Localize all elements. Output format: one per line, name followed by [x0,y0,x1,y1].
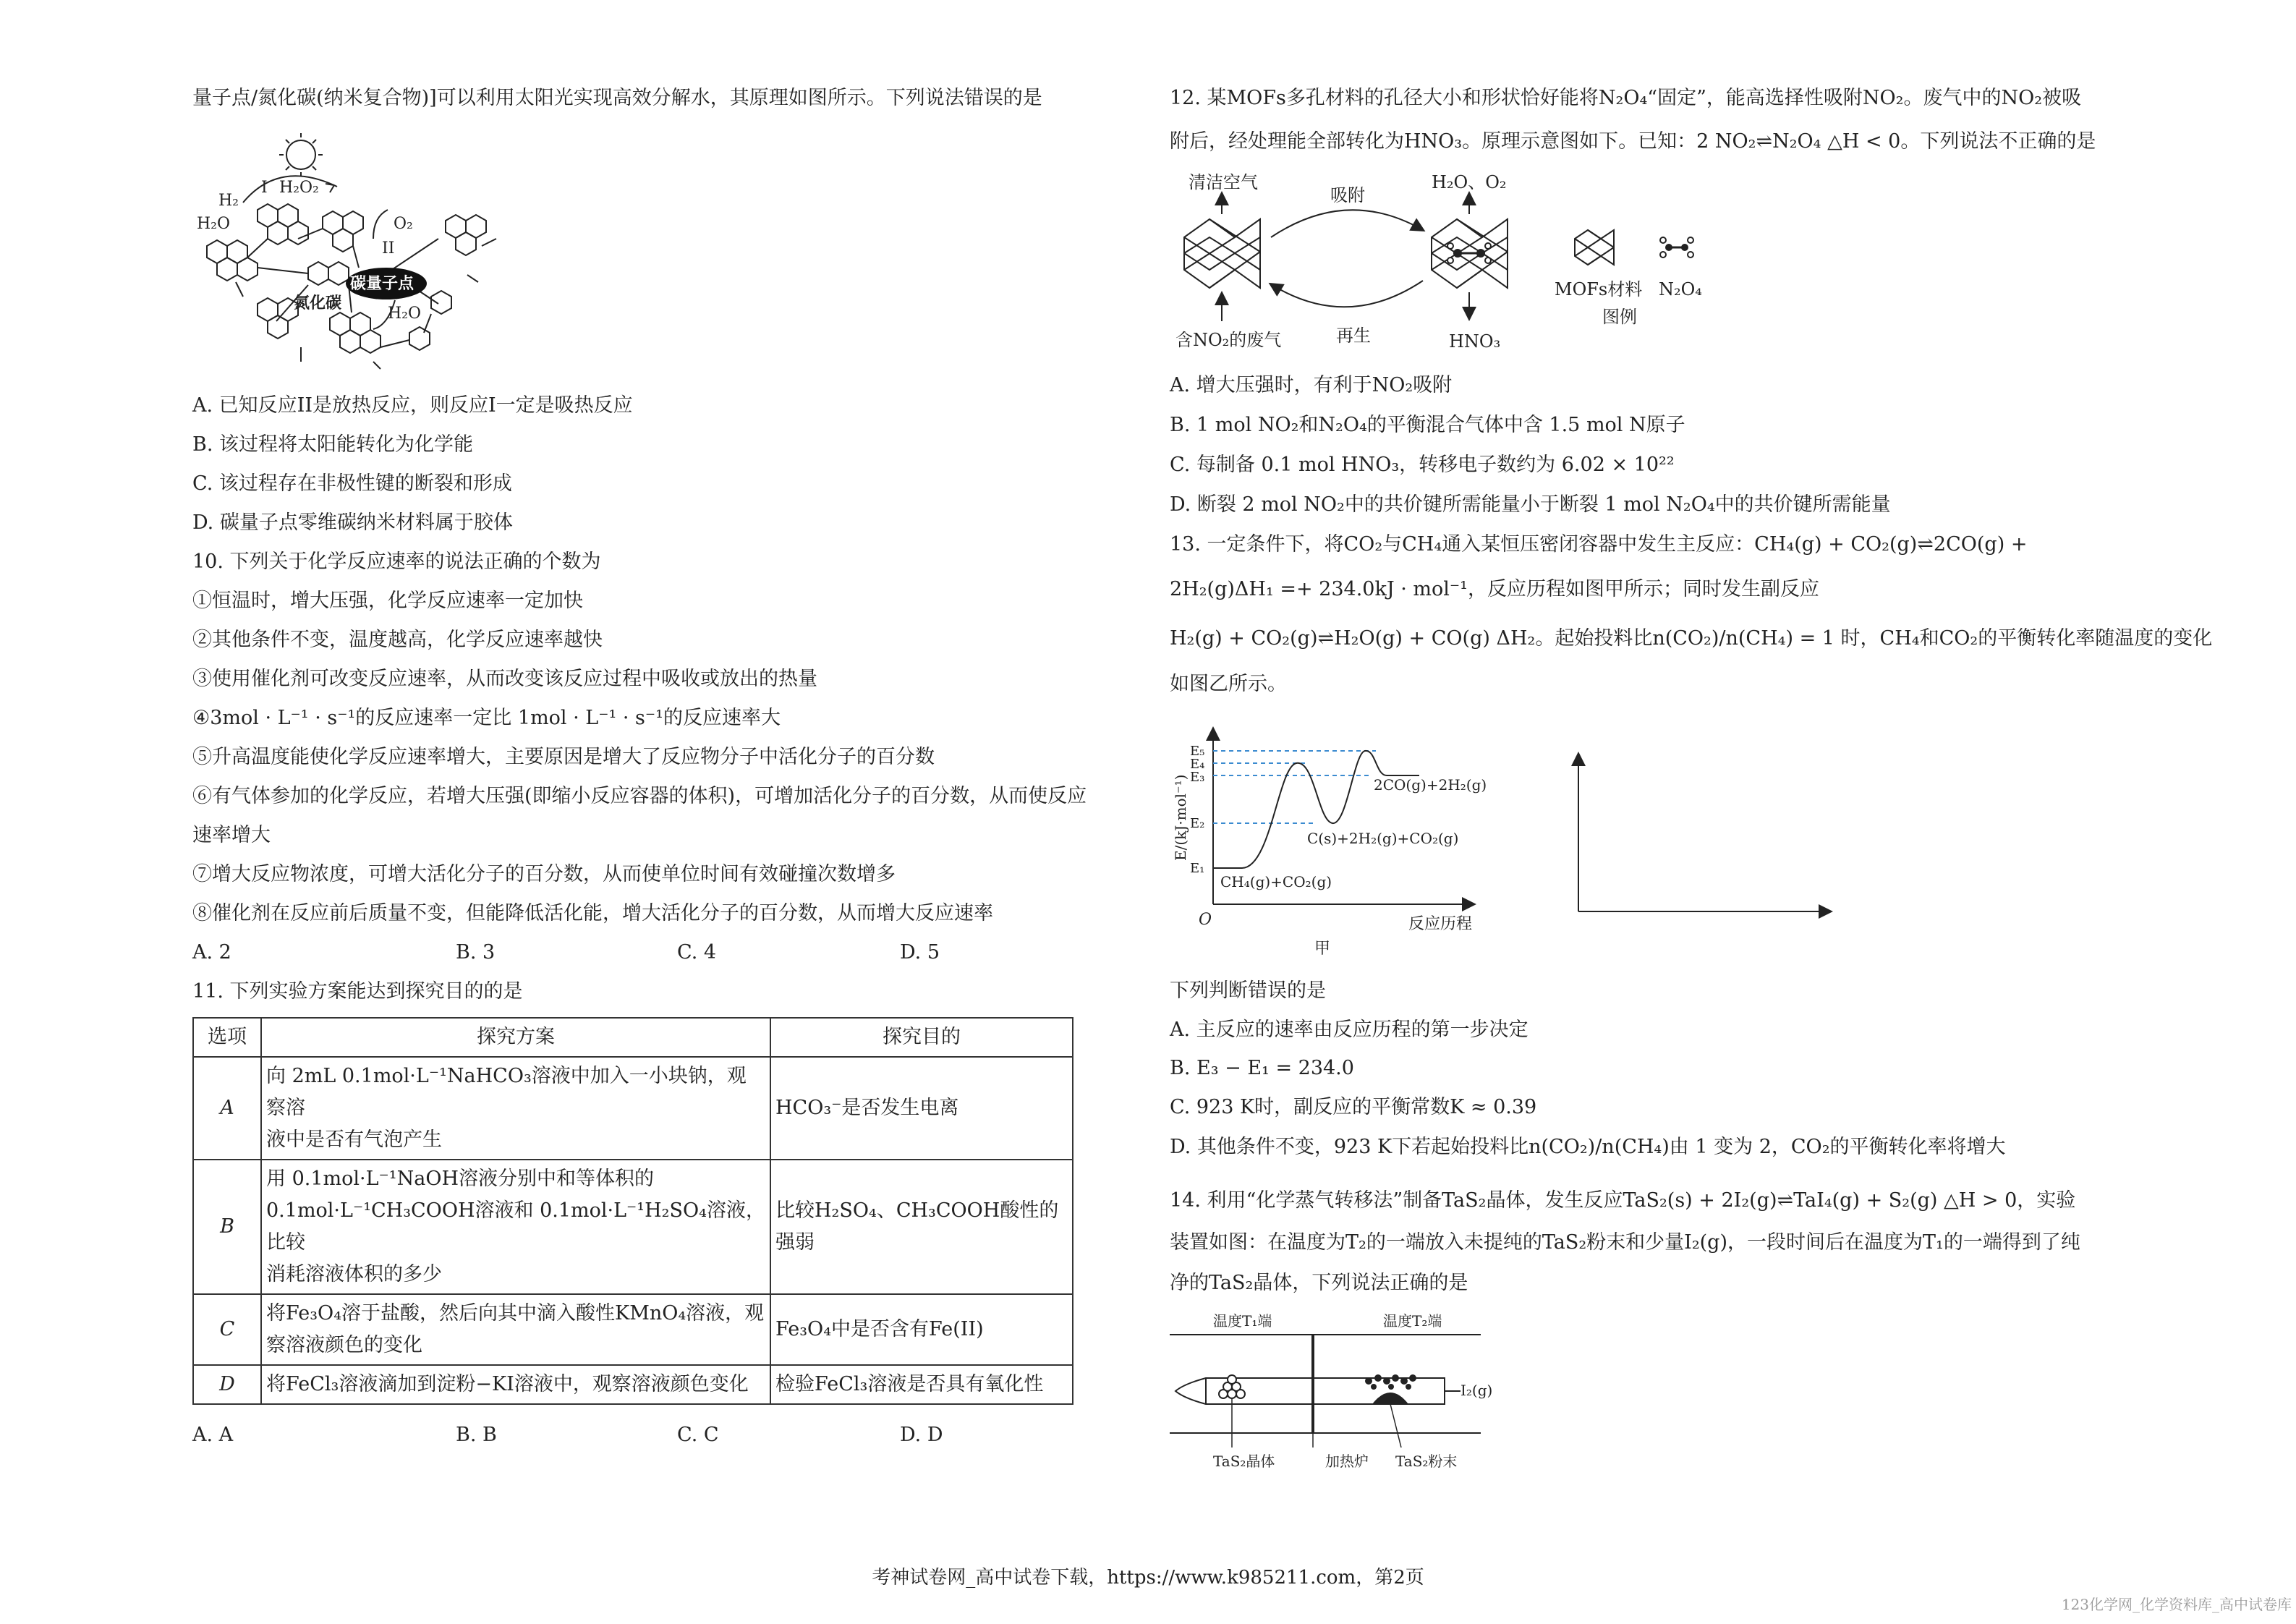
row-option: D [193,1365,261,1404]
q13-line-2: 2H₂(g)ΔH₁ =+ 234.0kJ · mol⁻¹，反应历程如图甲所示；同时发生副反应 [1170,578,1819,600]
table-row [193,1365,1073,1404]
plan-line: 0.1mol·L⁻¹CH₃COOH溶液和 0.1mol·L⁻¹H₂SO₄溶液，比较 [266,1199,765,1254]
q13-line-1: 13. 一定条件下，将CO₂与CH₄通入某恒压密闭容器中发生主反应：CH₄(g) + CO₂(g)⇌2CO(g) + [1170,533,2028,556]
legend-mofs-icon [1575,230,1614,265]
jia-x-label: 反应历程 [1408,915,1473,933]
q10-option-d: D. 5 [900,941,940,964]
q10-item-3: ③使用催化剂可改变反应速率，从而改变该反应过程中吸收或放出的热量 [192,668,817,690]
q10-option-c: C. 4 [677,941,717,964]
chart-yi [1526,749,1859,966]
q14-apparatus-figure [1170,1306,1493,1479]
label-hno3: HNO₃ [1449,331,1501,352]
header-plan: 探究方案 [261,1018,770,1057]
q10-item-2: ②其他条件不变，温度越高，化学反应速率越快 [192,629,603,651]
q10-stem: 10. 下列关于化学反应速率的说法正确的个数为 [192,550,601,573]
page-footer: 考神试卷网_高中试卷下载，https://www.k985211.com，第2页 [872,1567,1424,1589]
q11-option-b: B. B [456,1424,497,1446]
q9-option-d: D. 碳量子点零维碳纳米材料属于胶体 [192,511,513,534]
label-h2o-left: H₂O [197,215,231,233]
mofs-left-icon [1184,219,1260,288]
label-h2o2: H₂O₂ [279,179,319,197]
q12-option-a: A. 增大压强时，有利于NO₂吸附 [1170,374,1453,396]
q12-option-b: B. 1 mol NO₂和N₂O₄的平衡混合气体中含 1.5 mol N原子 [1170,414,1685,436]
q9-option-a: A. 已知反应II是放热反应，则反应I一定是吸热反应 [192,394,633,417]
label-h2o-right: H₂O [388,305,422,323]
q10-item-6-cont: 速率增大 [192,824,271,846]
table-row [193,1294,1073,1365]
label-regen: 再生 [1336,326,1371,346]
label-o2: O₂ [394,215,413,233]
legend-n2o4-icon [1660,237,1693,258]
jia-dashed-levels [1213,751,1376,868]
q10-option-b: B. 3 [456,941,496,964]
label-h2: H₂ [218,192,239,210]
label-carbon-nitride: 氮化碳 [294,294,342,313]
q12-option-c: C. 每制备 0.1 mol HNO₃，转移电子数约为 6.02 × 10²² [1170,454,1675,476]
q10-item-4: ④3mol · L⁻¹ · s⁻¹的反应速率一定比 1mol · L⁻¹ · s⁻¹的反应速率大 [192,707,781,729]
jia-y-label: E/(kJ·mol⁻¹) [1172,774,1189,861]
sun-icon [279,133,323,177]
q12-line-2: 附后，经处理能全部转化为HNO₃。原理示意图如下。已知：2 NO₂⇌N₂O₄ △H < 0。下列说法不正确的是 [1170,130,2096,153]
jia-species-products: 2CO(g)+2H₂(g) [1374,776,1487,794]
label-adsorb: 吸附 [1330,185,1365,205]
jia-level-e4: E₄ [1190,757,1205,772]
q14-line-2: 装置如图：在温度为T₂的一端放入未提纯的TaS₂粉末和少量I₂(g)，一段时间后在温度为T₁的一端得到了纯 [1170,1231,2080,1254]
q11-table [192,1017,1073,1405]
q10-option-a: A. 2 [192,941,231,964]
q11-option-d: D. D [900,1424,943,1446]
row-goal: HCO₃⁻是否发生电离 [770,1057,1073,1160]
plan-line: 用 0.1mol·L⁻¹NaOH溶液分别中和等体积的 [266,1168,655,1190]
jia-energy-curve [1213,751,1419,868]
row-plan [261,1160,770,1294]
label-powder: TaS₂粉末 [1395,1453,1458,1470]
row-option: B [193,1160,261,1294]
q12-figure [1170,165,1748,367]
q9-intro: 量子点/氮化碳(纳米复合物)]可以利用太阳光实现高效分解水，其原理如图所示。下列说法错误的是 [192,87,1042,109]
row-option: C [193,1294,261,1365]
q13-line-3: H₂(g) + CO₂(g)⇌H₂O(g) + CO(g) ΔH₂。起始投料比n(CO₂)/n(CH₄) = 1 时，CH₄和CO₂的平衡转化率随温度的变化 [1170,627,2213,650]
q11-stem: 11. 下列实验方案能达到探究目的的是 [192,980,523,1003]
q12-line-1: 12. 某MOFs多孔材料的孔径大小和形状恰好能将N₂O₄“固定”，能高选择性吸附NO₂。废气中的NO₂被吸 [1170,87,2082,109]
q13-line-4: 如图乙所示。 [1170,673,1287,695]
q14-line-3: 净的TaS₂晶体，下列说法正确的是 [1170,1272,1468,1294]
row-plan [261,1294,770,1365]
jia-species-intermediate: C(s)+2H₂(g)+CO₂(g) [1307,830,1459,847]
q13-option-c: C. 923 K时，副反应的平衡常数K ≈ 0.39 [1170,1096,1537,1118]
q10-item-6: ⑥有气体参加的化学反应，若增大压强(即缩小反应容器的体积)，可增加活化分子的百分数，从而使反应 [192,785,1087,807]
jia-caption: 甲 [1314,940,1331,958]
header-option: 选项 [193,1018,261,1057]
label-h2o-o2: H₂O、O₂ [1432,172,1507,192]
label-i2: I₂(g) [1460,1382,1493,1399]
table-row [193,1057,1073,1160]
jia-level-e2: E₂ [1190,816,1205,831]
plan-line: 向 2mL 0.1mol·L⁻¹NaHCO₃溶液中加入一小块钠，观察溶 [266,1065,747,1119]
row-goal: 检验FeCl₃溶液是否具有氧化性 [770,1365,1073,1404]
chart-jia [1170,723,1502,962]
q13-option-a: A. 主反应的速率由反应历程的第一步决定 [1170,1019,1528,1041]
legend-mofs-label: MOFs材料 [1555,279,1643,299]
watermark-text: 123化学网_化学资料库_高中试卷库 [2061,1596,2292,1613]
q10-item-8: ⑧催化剂在反应前后质量不变，但能降低活化能，增大活化分子的百分数，从而增大反应速率 [192,902,993,924]
q9-option-b: B. 该过程将太阳能转化为化学能 [192,433,474,456]
table-row [193,1160,1073,1294]
q9-figure [192,130,503,369]
table-header-row [193,1018,1073,1057]
jia-origin: O [1199,911,1212,929]
jia-level-e1: E₁ [1190,861,1205,876]
q11-option-c: C. C [677,1424,719,1446]
plan-line: 将FeCl₃溶液滴加到淀粉−KI溶液中，观察溶液颜色变化 [266,1373,749,1395]
row-goal: Fe₃O₄中是否含有Fe(II) [770,1294,1073,1365]
plan-line: 消耗溶液体积的多少 [266,1263,442,1285]
label-t2-end: 温度T₂端 [1383,1312,1442,1330]
label-carbon-dot: 碳量子点 [350,274,414,293]
legend-n2o4-label: N₂O₄ [1659,279,1702,299]
row-plan [261,1057,770,1160]
label-furnace: 加热炉 [1325,1453,1369,1470]
jia-level-e3: E₃ [1190,770,1205,785]
header-goal: 探究目的 [770,1018,1073,1057]
q10-item-5: ⑤升高温度能使化学反应速率增大，主要原因是增大了反应物分子中活化分子的百分数 [192,746,935,768]
row-goal: 比较H₂SO₄、CH₃COOH酸性的强弱 [770,1160,1073,1294]
q14-line-1: 14. 利用“化学蒸气转移法”制备TaS₂晶体，发生反应TaS₂(s) + 2I₂(g)⇌TaI₄(g) + S₂(g) △H > 0，实验 [1170,1189,2076,1212]
q13-judge: 下列判断错误的是 [1170,979,1326,1002]
q10-item-1: ①恒温时，增大压强，化学反应速率一定加快 [192,590,583,612]
row-plan [261,1365,770,1404]
jia-level-e5: E₅ [1190,744,1205,759]
plan-line: 将Fe₃O₄溶于盐酸，然后向其中滴入酸性KMnO₄溶液，观 [266,1302,765,1325]
q9-option-c: C. 该过程存在非极性键的断裂和形成 [192,472,512,495]
label-t1-end: 温度T₁端 [1213,1312,1272,1330]
q10-item-7: ⑦增大反应物浓度，可增大活化分子的百分数，从而使单位时间有效碰撞次数增多 [192,863,896,885]
q13-option-d: D. 其他条件不变，923 K下若起始投料比n(CO₂)/n(CH₄)由 1 变为 2，CO₂的平衡转化率将增大 [1170,1136,2006,1158]
q11-option-a: A. A [192,1424,234,1446]
label-crystal: TaS₂晶体 [1213,1453,1275,1470]
label-ii: II [382,239,395,258]
tas2-powder-icon [1365,1374,1416,1404]
plan-line: 液中是否有气泡产生 [266,1128,442,1151]
label-waste-gas: 含NO₂的废气 [1175,330,1282,350]
plan-line: 察溶液颜色的变化 [266,1334,422,1356]
label-clean-air: 清洁空气 [1189,172,1258,192]
q13-option-b: B. E₃ − E₁ = 234.0 [1170,1057,1354,1079]
q9-figure-labels [197,179,421,323]
jia-species-reactants: CH₄(g)+CO₂(g) [1220,873,1332,890]
label-i: I [261,179,268,197]
legend-title: 图例 [1602,307,1637,327]
row-option: A [193,1057,261,1160]
q12-option-d: D. 断裂 2 mol NO₂中的共价键所需能量小于断裂 1 mol N₂O₄中的共价键所需能量 [1170,493,1891,516]
